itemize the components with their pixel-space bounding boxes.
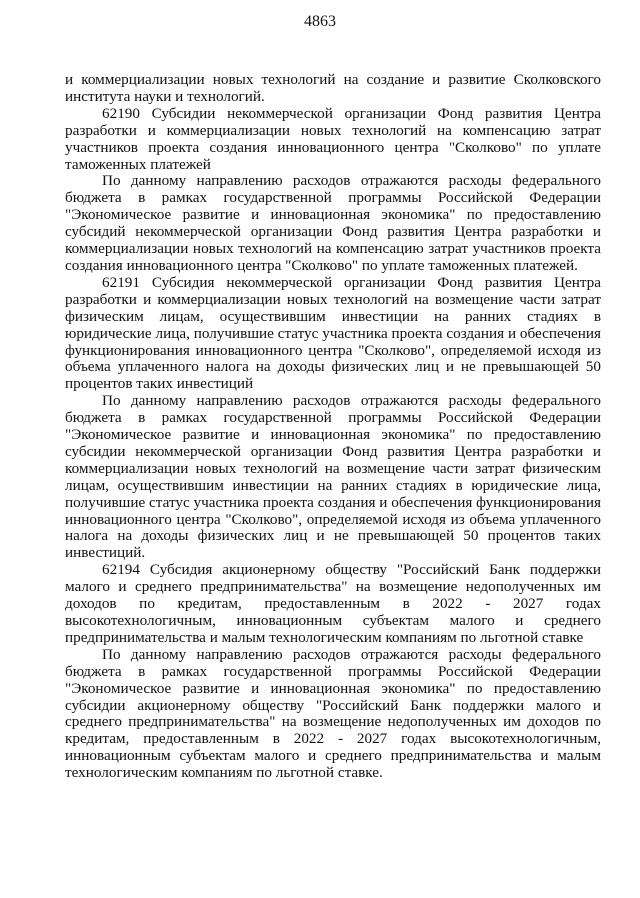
paragraph-description-62190: По данному направлению расходов отражаются расходы федерального бюджета в рамках государственной программы Российской Федерации "Экономическое развитие и инновационная экономика" по предоставлению субсидий некоммерческой организации Фонд развития Центра разработки и коммерциализации новых технологий на компенсацию затрат участников проекта создания инновационного центра "Сколково" по уплате таможенных платежей. bbox=[65, 172, 601, 274]
paragraph-description-62191: По данному направлению расходов отражаются расходы федерального бюджета в рамках государственной программы Российской Федерации "Экономическое развитие и инновационная экономика" по предоставлению субсидии некоммерческой организации Фонд развития Центра разработки и коммерциализации новых технологий на возмещение части затрат физическим лицам, осуществившим инвестиции на ранних стадиях в юридические лица, получившие статус участника проекта создания и обеспечения функционирования инновационного центра "Сколково", определяемой исходя из объема уплаченного налога на доходы физических лиц и не превышающей 50 процентов таких инвестиций. bbox=[65, 392, 601, 562]
paragraph-code-62190: 62190 Субсидии некоммерческой организации Фонд развития Центра разработки и коммерциализации новых технологий на компенсацию затрат участников проекта создания инновационного центра "Сколково" по уплате таможенных платежей bbox=[65, 104, 601, 173]
paragraph-description-62194: По данному направлению расходов отражаются расходы федерального бюджета в рамках государственной программы Российской Федерации "Экономическое развитие и инновационная экономика" по предоставлению субсидии акционерному обществу "Российский Банк поддержки малого и среднего предпринимательства" на возмещение недополученных им доходов по кредитам, предоставленным в 2022 - 2027 годах высокотехнологичным, инновационным субъектам малого и среднего предпринимательства и малым технологическим компаниям по льготной ставке. bbox=[65, 645, 601, 782]
document-body bbox=[65, 72, 601, 782]
paragraph-code-62191: 62191 Субсидия некоммерческой организации Фонд развития Центра разработки и коммерциализации новых технологий на возмещение части затрат физическим лицам, осуществившим инвестиции на ранних стадиях в юридические лица, получившие статус участника проекта создания и обеспечения функционирования инновационного центра "Сколково", определяемой исходя из объема уплаченного налога на доходы физических лиц и не превышающей 50 процентов таких инвестиций bbox=[65, 273, 601, 393]
page-number: 4863 bbox=[304, 13, 336, 30]
paragraph-continuation: и коммерциализации новых технологий на создание и развитие Сколковского института науки и технологий. bbox=[65, 71, 601, 105]
paragraph-code-62194: 62194 Субсидия акционерному обществу "Российский Банк поддержки малого и среднего предпринимательства" на возмещение недополученных им доходов по кредитам, предоставленным в 2022 - 2027 годах высокотехнологичным, инновационным субъектам малого и среднего предпринимательства и малым технологическим компаниям по льготной ставке bbox=[65, 561, 601, 646]
